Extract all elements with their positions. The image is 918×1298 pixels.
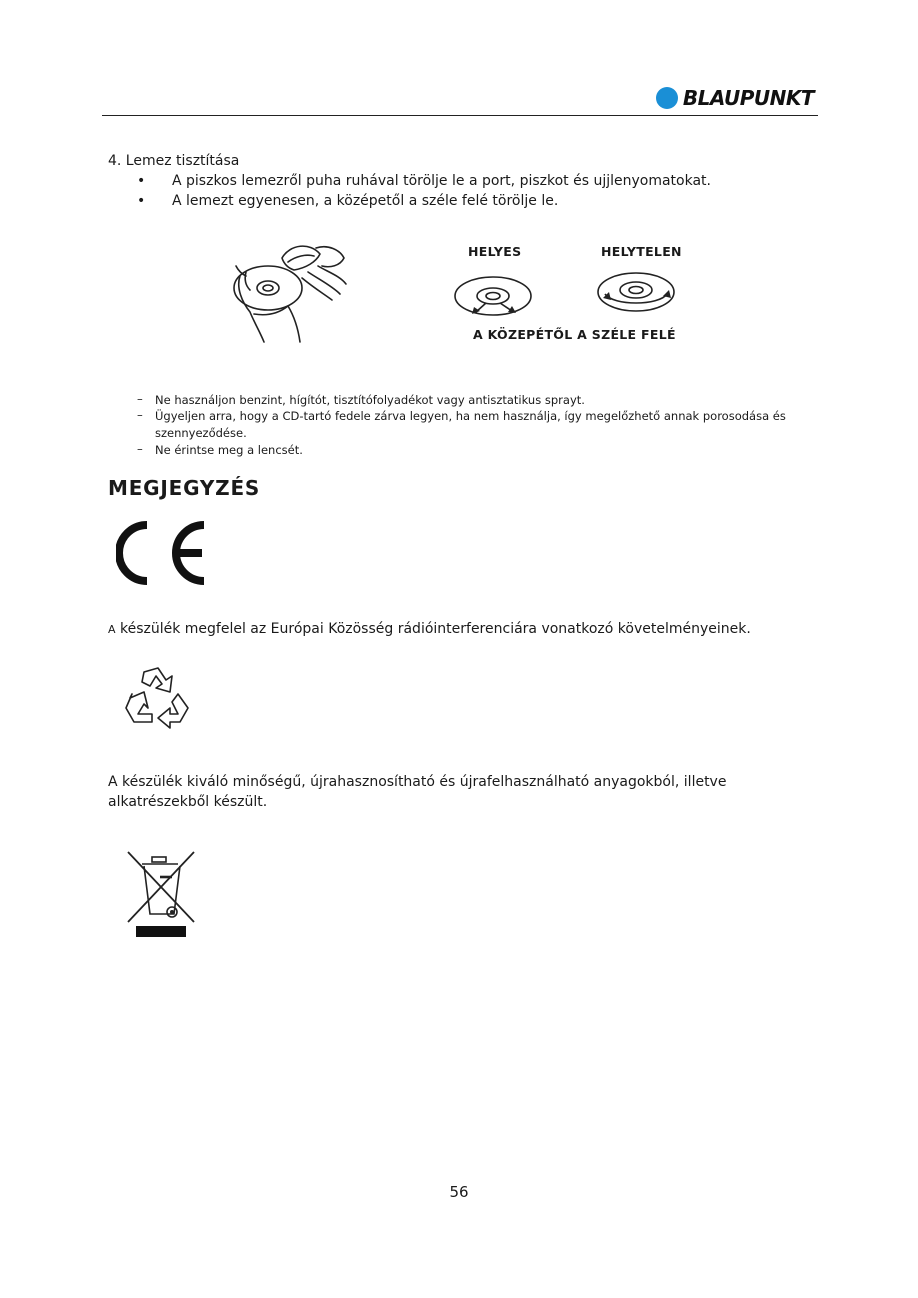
warning-3: Ne érintse meg a lencsét.	[155, 443, 303, 457]
brand-logo	[656, 84, 814, 112]
page-number: 56	[449, 1183, 469, 1201]
dash-marker: –	[137, 392, 143, 406]
correct-wiping-disc-icon	[452, 274, 534, 318]
ce-compliance-text	[108, 619, 808, 640]
ce-text-body: készülék megfelel az Európai Közösség rádióinterferenciára vonatkozó követelményeinek.	[119, 621, 751, 637]
label-incorrect: HELYTELEN	[601, 244, 682, 259]
crossed-out-wheelie-bin-icon	[124, 850, 198, 940]
dash-marker: –	[137, 408, 143, 422]
ce-text-prefix: A	[108, 623, 116, 636]
dash-marker: –	[137, 442, 143, 456]
header-divider	[102, 115, 818, 116]
cleaning-bullet-1: A piszkos lemezről puha ruhával törölje le a port, piszkot és ujjlenyomatokat.	[172, 173, 711, 189]
bullet-marker: •	[137, 193, 146, 209]
recycle-icon	[122, 664, 194, 732]
brand-name: BLAUPUNKT	[682, 86, 814, 110]
bullet-marker: •	[137, 173, 146, 189]
incorrect-wiping-disc-icon	[595, 270, 677, 314]
note-heading: MEGJEGYZÉS	[108, 476, 261, 500]
label-correct: HELYES	[468, 244, 522, 259]
warning-1: Ne használjon benzint, hígítót, tisztítófolyadékot vagy antisztatikus sprayt.	[155, 393, 585, 407]
recycle-text: A készülék kiváló minőségű, újrahasznosítható és újrafelhasználható anyagokból, illetve alkatrészekből készült.	[108, 774, 727, 810]
cleaning-bullet-2: A lemezt egyenesen, a középetől a széle felé törölje le.	[172, 193, 559, 209]
brand-dot-icon	[656, 87, 678, 109]
ce-mark-icon	[116, 521, 210, 585]
cleaning-heading: 4. Lemez tisztítása	[108, 153, 240, 169]
hand-wiping-disc-illustration	[232, 236, 352, 348]
warning-2: Ügyeljen arra, hogy a CD-tartó fedele zárva legyen, ha nem használja, így megelőzhető annak porosodása és szennyeződése.	[155, 409, 786, 440]
label-direction: A KÖZEPÉTŐL A SZÉLE FELÉ	[473, 327, 676, 342]
